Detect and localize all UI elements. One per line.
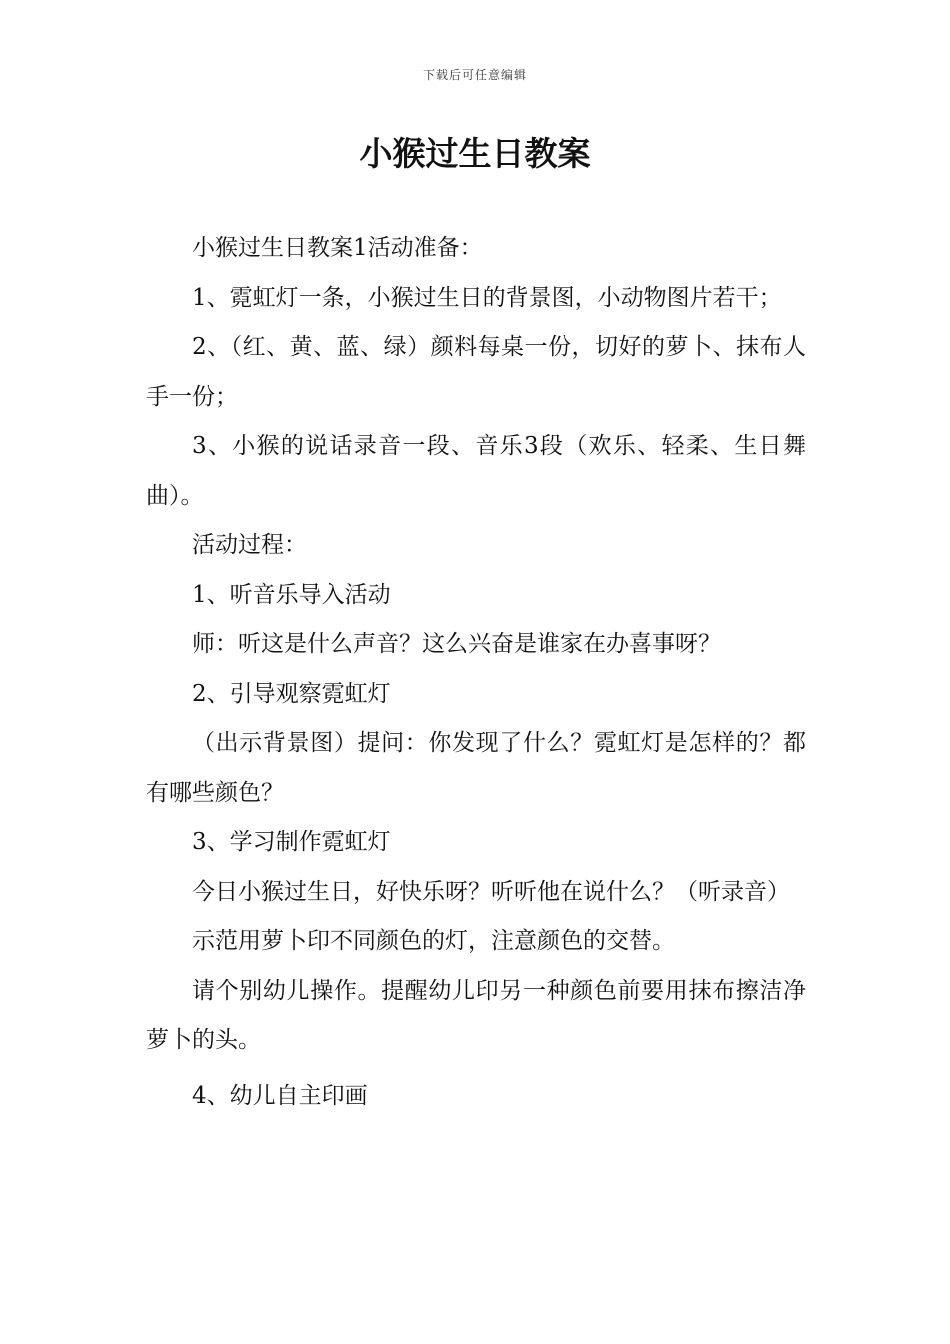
paragraph: 3、学习制作霓虹灯 — [192, 829, 391, 855]
paragraph: 请个别幼儿操作。提醒幼儿印另一种颜色前要用抹布擦洁净萝卜的头。 — [146, 977, 806, 1053]
paragraph: 4、幼儿自主印画 — [192, 1082, 368, 1109]
paragraph: 今日小猴过生日，好快乐呀？听听他在说什么？（听录音） — [192, 878, 790, 905]
paragraph: （出示背景图）提问：你发现了什么？霓虹灯是怎样的？都有哪些颜色？ — [146, 730, 806, 806]
paragraph: 1、听音乐导入活动 — [192, 581, 391, 608]
paragraph: 1、霓虹灯一条，小猴过生日的背景图，小动物图片若干； — [192, 284, 782, 311]
document-body — [146, 224, 806, 1121]
paragraph: 师：听这是什么声音？这么兴奋是谁家在办喜事呀？ — [192, 631, 721, 657]
header-note: 下载后可任意编辑 — [422, 68, 527, 82]
paragraph: 示范用萝卜印不同颜色的灯，注意颜色的交替。 — [192, 928, 675, 954]
document-title: 小猴过生日教案 — [359, 134, 591, 173]
paragraph: 2、引导观察霓虹灯 — [192, 680, 391, 707]
paragraph: 活动过程： — [192, 532, 307, 558]
paragraph: 小猴过生日教案1活动准备： — [192, 235, 483, 261]
paragraph: 2、（红、黄、蓝、绿）颜料每桌一份，切好的萝卜、抹布人手一份； — [146, 334, 806, 410]
paragraph: 3、小猴的说话录音一段、音乐3段（欢乐、轻柔、生日舞曲）。 — [146, 433, 806, 509]
